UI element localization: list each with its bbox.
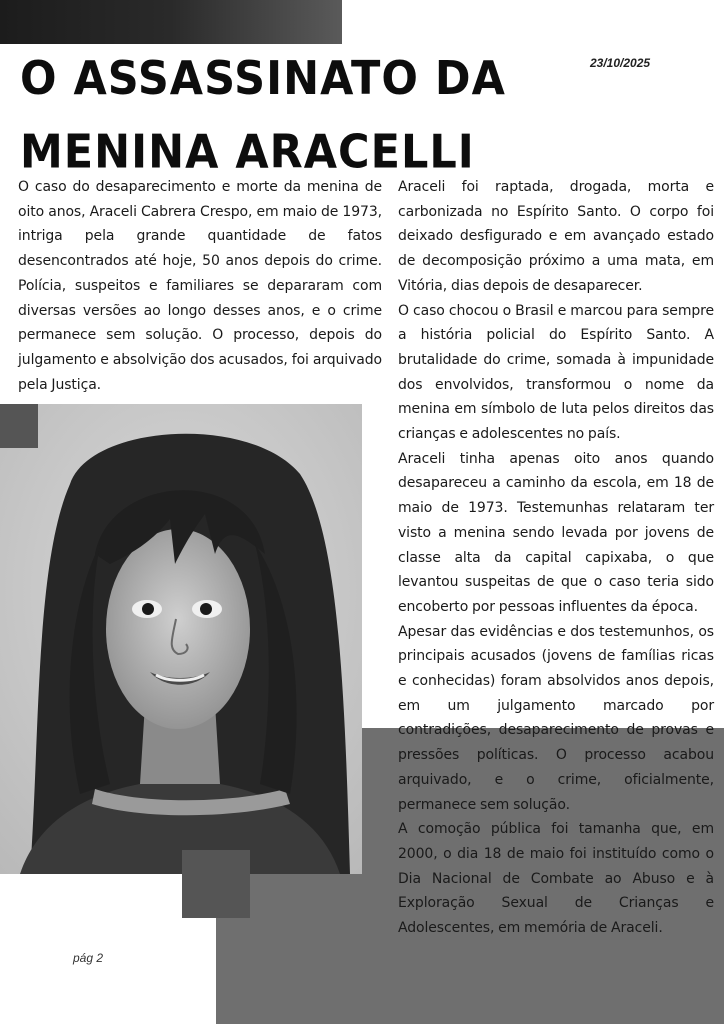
intro-column bbox=[18, 175, 382, 397]
intro-paragraph: O caso do desaparecimento e morte da menina de oito anos, Araceli Cabrera Crespo, em maio de 1973, intriga pela grande quantidade de fatos desencontrados até hoje, 50 anos depois do crime. Polícia, suspeitos e familiares se depararam com diversas versões ao longo desses anos, e o crime permanece sem solução. O processo, depois do julgamento e absolvição dos acusados, foi arquivado pela Justiça. bbox=[18, 179, 382, 393]
portrait-photo bbox=[0, 404, 362, 874]
page-title bbox=[20, 42, 580, 189]
article-paragraph: A comoção pública foi tamanha que, em 2000, o dia 18 de maio foi instituído como o Dia Nacional de Combate ao Abuso e à Exploração Sexual de Crianças e Adolescentes, em memória de Araceli. bbox=[398, 821, 714, 937]
title-line-1: O ASSASSINATO DA bbox=[20, 51, 506, 106]
top-bar-decoration bbox=[0, 0, 342, 44]
article-paragraph: Araceli foi raptada, drogada, morta e carbonizada no Espírito Santo. O corpo foi deixado desfigurado e em avançado estado de decomposição próximo a uma mata, em Vitória, dias depois de desaparecer. bbox=[398, 179, 714, 294]
article-paragraph: Araceli tinha apenas oito anos quando desapareceu a caminho da escola, em 18 de maio de 1973. Testemunhas relataram ter visto a menina sendo levada por jovens de classe alta da capital capixaba, o que levantou suspeitas de que o caso teria sido encoberto por pessoas influentes da época. bbox=[398, 450, 714, 615]
publication-date: 23/10/2025 bbox=[590, 56, 651, 70]
article-paragraph: Apesar das evidências e dos testemunhos, os principais acusados (jovens de famílias ricas e conhecidas) foram absolvidos anos depois, em um julgamento marcado por contradições, desaparecimento de provas e pressões políticas. O processo acabou arquivado, e o crime, oficialmente, permanece sem solução. bbox=[398, 623, 714, 813]
decorative-square-top bbox=[0, 404, 38, 448]
decorative-square-bottom bbox=[182, 850, 250, 918]
article-column bbox=[398, 175, 714, 941]
article-paragraph: O caso chocou o Brasil e marcou para sempre a história policial do Espírito Santo. A brutalidade do crime, somada à impunidade dos envolvidos, transformou o nome da menina em símbolo de luta pelos direitos das crianças e adolescentes no país. bbox=[398, 302, 714, 443]
title-line-2: MENINA ARACELLI bbox=[20, 125, 475, 180]
page-number: pág 2 bbox=[73, 951, 104, 965]
portrait-illustration bbox=[0, 404, 362, 874]
